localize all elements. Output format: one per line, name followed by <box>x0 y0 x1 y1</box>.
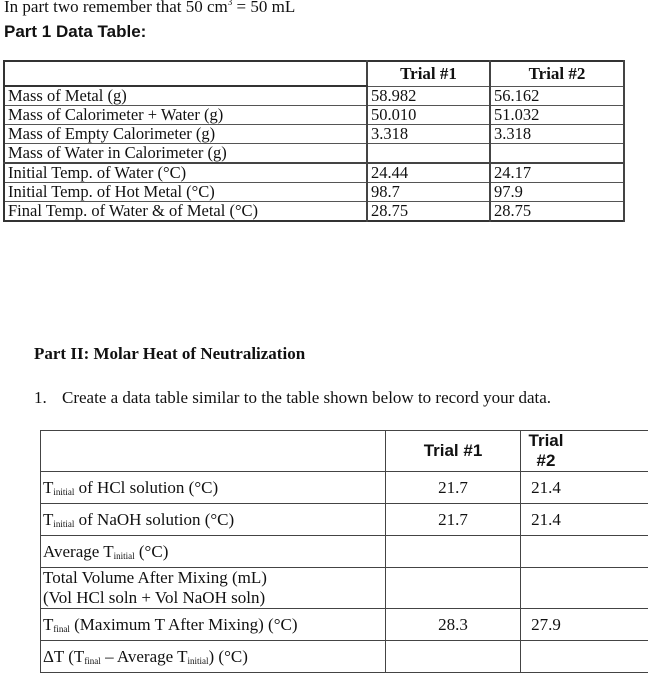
label-text: T <box>43 477 54 497</box>
trial-1-value[interactable] <box>386 641 521 673</box>
table-header-row <box>4 61 624 86</box>
row-label: Initial Temp. of Hot Metal (°C) <box>4 183 367 202</box>
header-trial-1: Trial #1 <box>367 61 490 86</box>
row-label: Mass of Empty Calorimeter (g) <box>4 125 367 144</box>
row-label <box>41 536 386 568</box>
label-text: – Average T <box>100 646 188 666</box>
trial-1-value[interactable] <box>386 568 521 609</box>
row-label <box>41 609 386 641</box>
intro-text-end: = 50 mL <box>232 0 296 16</box>
header-trial-2: Trial #2 <box>521 431 648 472</box>
table-row <box>41 536 648 568</box>
trial-1-value[interactable]: 50.010 <box>367 106 490 125</box>
label-text: (°C) <box>134 541 169 561</box>
part2-data-table <box>40 430 648 673</box>
trial-1-value[interactable]: 58.982 <box>367 86 490 106</box>
header-blank <box>4 61 367 86</box>
label-subscript: initial <box>113 550 135 561</box>
row-label: Mass of Calorimeter + Water (g) <box>4 106 367 125</box>
table-row <box>4 202 624 222</box>
trial-2-value[interactable]: 51.032 <box>490 106 624 125</box>
row-label <box>41 641 386 673</box>
trial-2-value[interactable]: 21.4 <box>521 504 648 536</box>
label-line-1: Total Volume After Mixing (mL) <box>43 568 267 587</box>
table-row <box>41 609 648 641</box>
intro-text: In part two remember that 50 cm <box>4 0 228 16</box>
part1-title: Part 1 Data Table: <box>4 22 147 41</box>
label-subscript: initial <box>187 655 209 666</box>
table-row <box>41 472 648 504</box>
instruction-text: Create a data table similar to the table shown below to record your data. <box>62 388 552 407</box>
row-label <box>41 504 386 536</box>
label-text: Average T <box>43 541 114 561</box>
intro-note <box>4 0 295 17</box>
row-label: Initial Temp. of Water (°C) <box>4 163 367 183</box>
row-label <box>41 472 386 504</box>
table-header-row <box>41 431 648 472</box>
table-row <box>4 183 624 202</box>
trial-1-value[interactable] <box>367 144 490 164</box>
label-subscript: initial <box>53 518 75 529</box>
header-trial-1: Trial #1 <box>386 431 521 472</box>
trial-1-value[interactable]: 21.7 <box>386 472 521 504</box>
trial-2-value[interactable]: 56.162 <box>490 86 624 106</box>
label-line-2: (Vol HCl soln + Vol NaOH soln) <box>43 588 266 607</box>
intro-superscript: 3 <box>227 0 233 7</box>
header-blank <box>41 431 386 472</box>
trial-2-value[interactable]: 3.318 <box>490 125 624 144</box>
label-subscript: initial <box>53 486 75 497</box>
table-row <box>4 125 624 144</box>
trial-2-value[interactable]: 21.4 <box>521 472 648 504</box>
trial-1-value[interactable] <box>386 536 521 568</box>
row-label <box>41 568 386 609</box>
row-label: Final Temp. of Water & of Metal (°C) <box>4 202 367 222</box>
instruction-number: 1. <box>34 388 47 407</box>
trial-1-value[interactable]: 28.3 <box>386 609 521 641</box>
trial-1-value[interactable]: 24.44 <box>367 163 490 183</box>
trial-2-value[interactable] <box>521 641 648 673</box>
label-subscript: final <box>84 655 101 666</box>
label-text: T <box>43 614 54 634</box>
table-row <box>4 144 624 164</box>
table-row <box>4 86 624 106</box>
trial-1-value[interactable]: 3.318 <box>367 125 490 144</box>
trial-1-value[interactable]: 21.7 <box>386 504 521 536</box>
table-row <box>41 568 648 609</box>
label-text: of HCl solution (°C) <box>74 477 219 497</box>
label-subscript: final <box>53 623 70 634</box>
trial-2-value[interactable] <box>521 568 648 609</box>
label-text: T <box>43 509 54 529</box>
table-row <box>4 106 624 125</box>
label-text: (Maximum T After Mixing) (°C) <box>69 614 298 634</box>
label-text: ΔT (T <box>43 646 85 666</box>
trial-2-value[interactable] <box>490 144 624 164</box>
trial-2-value[interactable]: 28.75 <box>490 202 624 222</box>
table-row <box>41 504 648 536</box>
header-trial-2: Trial #2 <box>490 61 624 86</box>
table-row <box>41 641 648 673</box>
trial-2-value[interactable]: 24.17 <box>490 163 624 183</box>
trial-2-value[interactable]: 27.9 <box>521 609 648 641</box>
row-label: Mass of Metal (g) <box>4 86 367 106</box>
table-row <box>4 163 624 183</box>
trial-1-value[interactable]: 28.75 <box>367 202 490 222</box>
part1-data-table <box>3 60 625 222</box>
label-text: of NaOH solution (°C) <box>74 509 235 529</box>
part2-title: Part II: Molar Heat of Neutralization <box>34 344 306 363</box>
trial-2-value[interactable]: 97.9 <box>490 183 624 202</box>
trial-2-value[interactable] <box>521 536 648 568</box>
row-label: Mass of Water in Calorimeter (g) <box>4 144 367 164</box>
trial-1-value[interactable]: 98.7 <box>367 183 490 202</box>
instruction-1 <box>34 388 551 408</box>
label-text: ) (°C) <box>208 646 248 666</box>
